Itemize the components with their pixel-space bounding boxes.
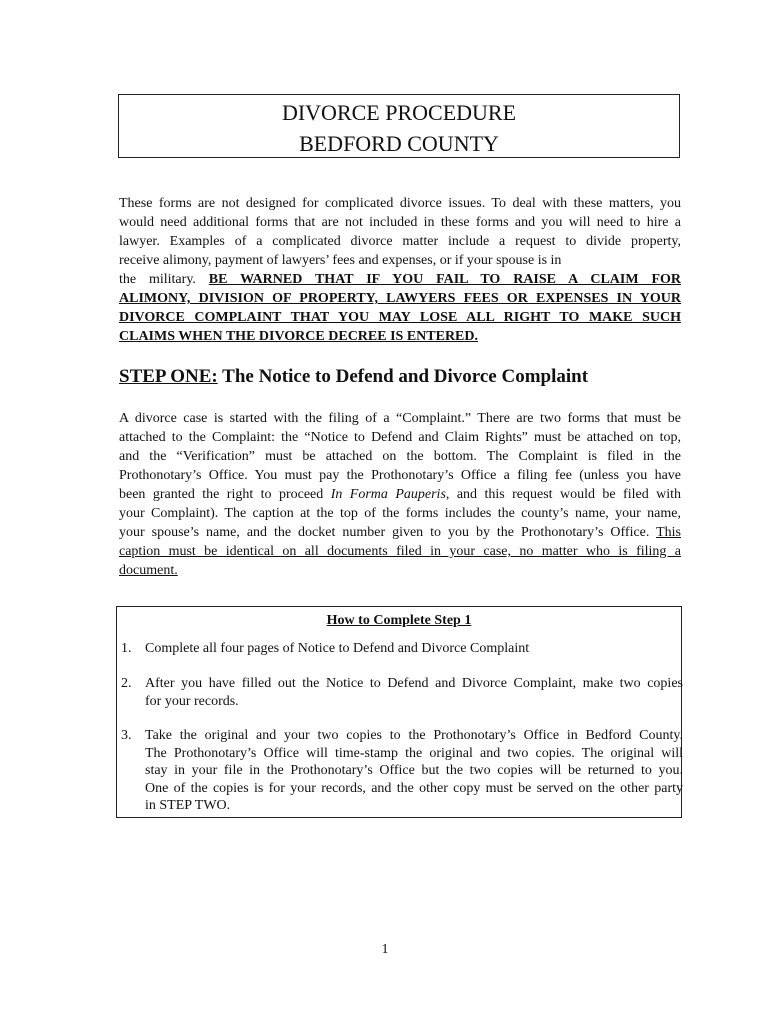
list-item-line: After you have filled out the Notice to Defend and Divorce Complaint, make two copies [145,676,683,691]
title-box [118,94,680,158]
list-item-line: stay in your file in the Prothonotary’s Office but the two copies will be returned to you. [145,763,683,778]
paragraph-line [119,485,681,504]
step-one-paragraph [119,409,681,580]
paragraph-text: , and this request would be filed with [445,487,682,502]
caption-warning-line: caption must be identical on all documents filed in your case, no matter who is filing a [119,544,681,559]
list-item [121,727,681,815]
document-subtitle: BEDFORD COUNTY [299,131,499,156]
list-item-text [145,727,683,815]
intro-plain-text: the military. [119,272,196,287]
list-item-text [145,675,683,710]
warning-line: ALIMONY, DIVISION OF PROPERTY, LAWYERS FEES OR EXPENSES IN YOUR [119,291,681,306]
paragraph-line: Prothonotary’s Office. You must pay the Prothonotary’s Office a filing fee (unless you have [119,468,681,483]
step-one-label: STEP ONE: [119,366,218,387]
paragraph-line: your Complaint). The caption at the top of the forms includes the county’s name, your name, [119,506,681,521]
list-item-line: Complete all four pages of Notice to Defend and Divorce Complaint [145,641,530,656]
paragraph-line: and the “Verification” must be attached on the bottom. The Complaint is filed in the [119,449,681,464]
intro-line: receive alimony, payment of lawyers’ fees and expenses, or if your spouse is in [119,253,562,268]
list-item-line: One of the copies is for your records, and the other copy must be served on the other party [145,780,683,796]
list-item-line: The Prothonotary’s Office will time-stamp the original and two copies. The original will [145,745,683,761]
list-item-number: 1. [121,641,132,656]
step-one-heading [119,366,699,388]
document-title: DIVORCE PROCEDURE [281,100,517,125]
intro-line-warning-start [119,270,681,289]
list-item-line: in STEP TWO. [145,798,231,813]
warning-text: BE WARNED THAT IF YOU FAIL TO RAISE A CLAIM FOR [208,272,681,287]
paragraph-text: your spouse’s name, and the docket number given to you by the Prothonotary’s Office. [119,525,650,540]
intro-line: These forms are not designed for complicated divorce issues. To deal with these matters, you [119,196,681,211]
how-to-title: How to Complete Step 1 [326,613,472,628]
paragraph-text: been granted the right to proceed [119,487,324,502]
list-item [121,675,681,710]
step-one-title: The Notice to Defend and Divorce Complaint [222,366,589,387]
intro-line: lawyer. Examples of a complicated divorce matter include a request to divide property, [119,234,681,249]
warning-line: DIVORCE COMPLAINT THAT YOU MAY LOSE ALL RIGHT TO MAKE SUCH [119,310,681,325]
warning-line: CLAIMS WHEN THE DIVORCE DECREE IS ENTERED. [119,329,479,344]
list-item [121,640,681,658]
list-item-text [145,640,683,658]
list-item-line: for your records. [145,693,239,709]
intro-paragraph [119,194,681,346]
intro-line: would need additional forms that are not included in these forms and you will need to hire a [119,215,681,230]
page-number: 1 [381,942,389,957]
in-forma-pauperis-text: In Forma Pauperis [330,487,446,502]
list-item-number: 2. [121,676,132,691]
list-item-number: 3. [121,728,132,743]
caption-warning-start: This [656,525,681,540]
how-to-complete-box [116,606,682,818]
paragraph-line: A divorce case is started with the filing of a “Complaint.” There are two forms that must be [119,411,681,426]
paragraph-line: attached to the Complaint: the “Notice to Defend and Claim Rights” must be attached on top, [119,430,681,445]
paragraph-line [119,523,681,542]
list-item-line: Take the original and your two copies to the Prothonotary’s Office in Bedford County. [145,728,683,743]
caption-warning-line: document. [119,563,178,578]
